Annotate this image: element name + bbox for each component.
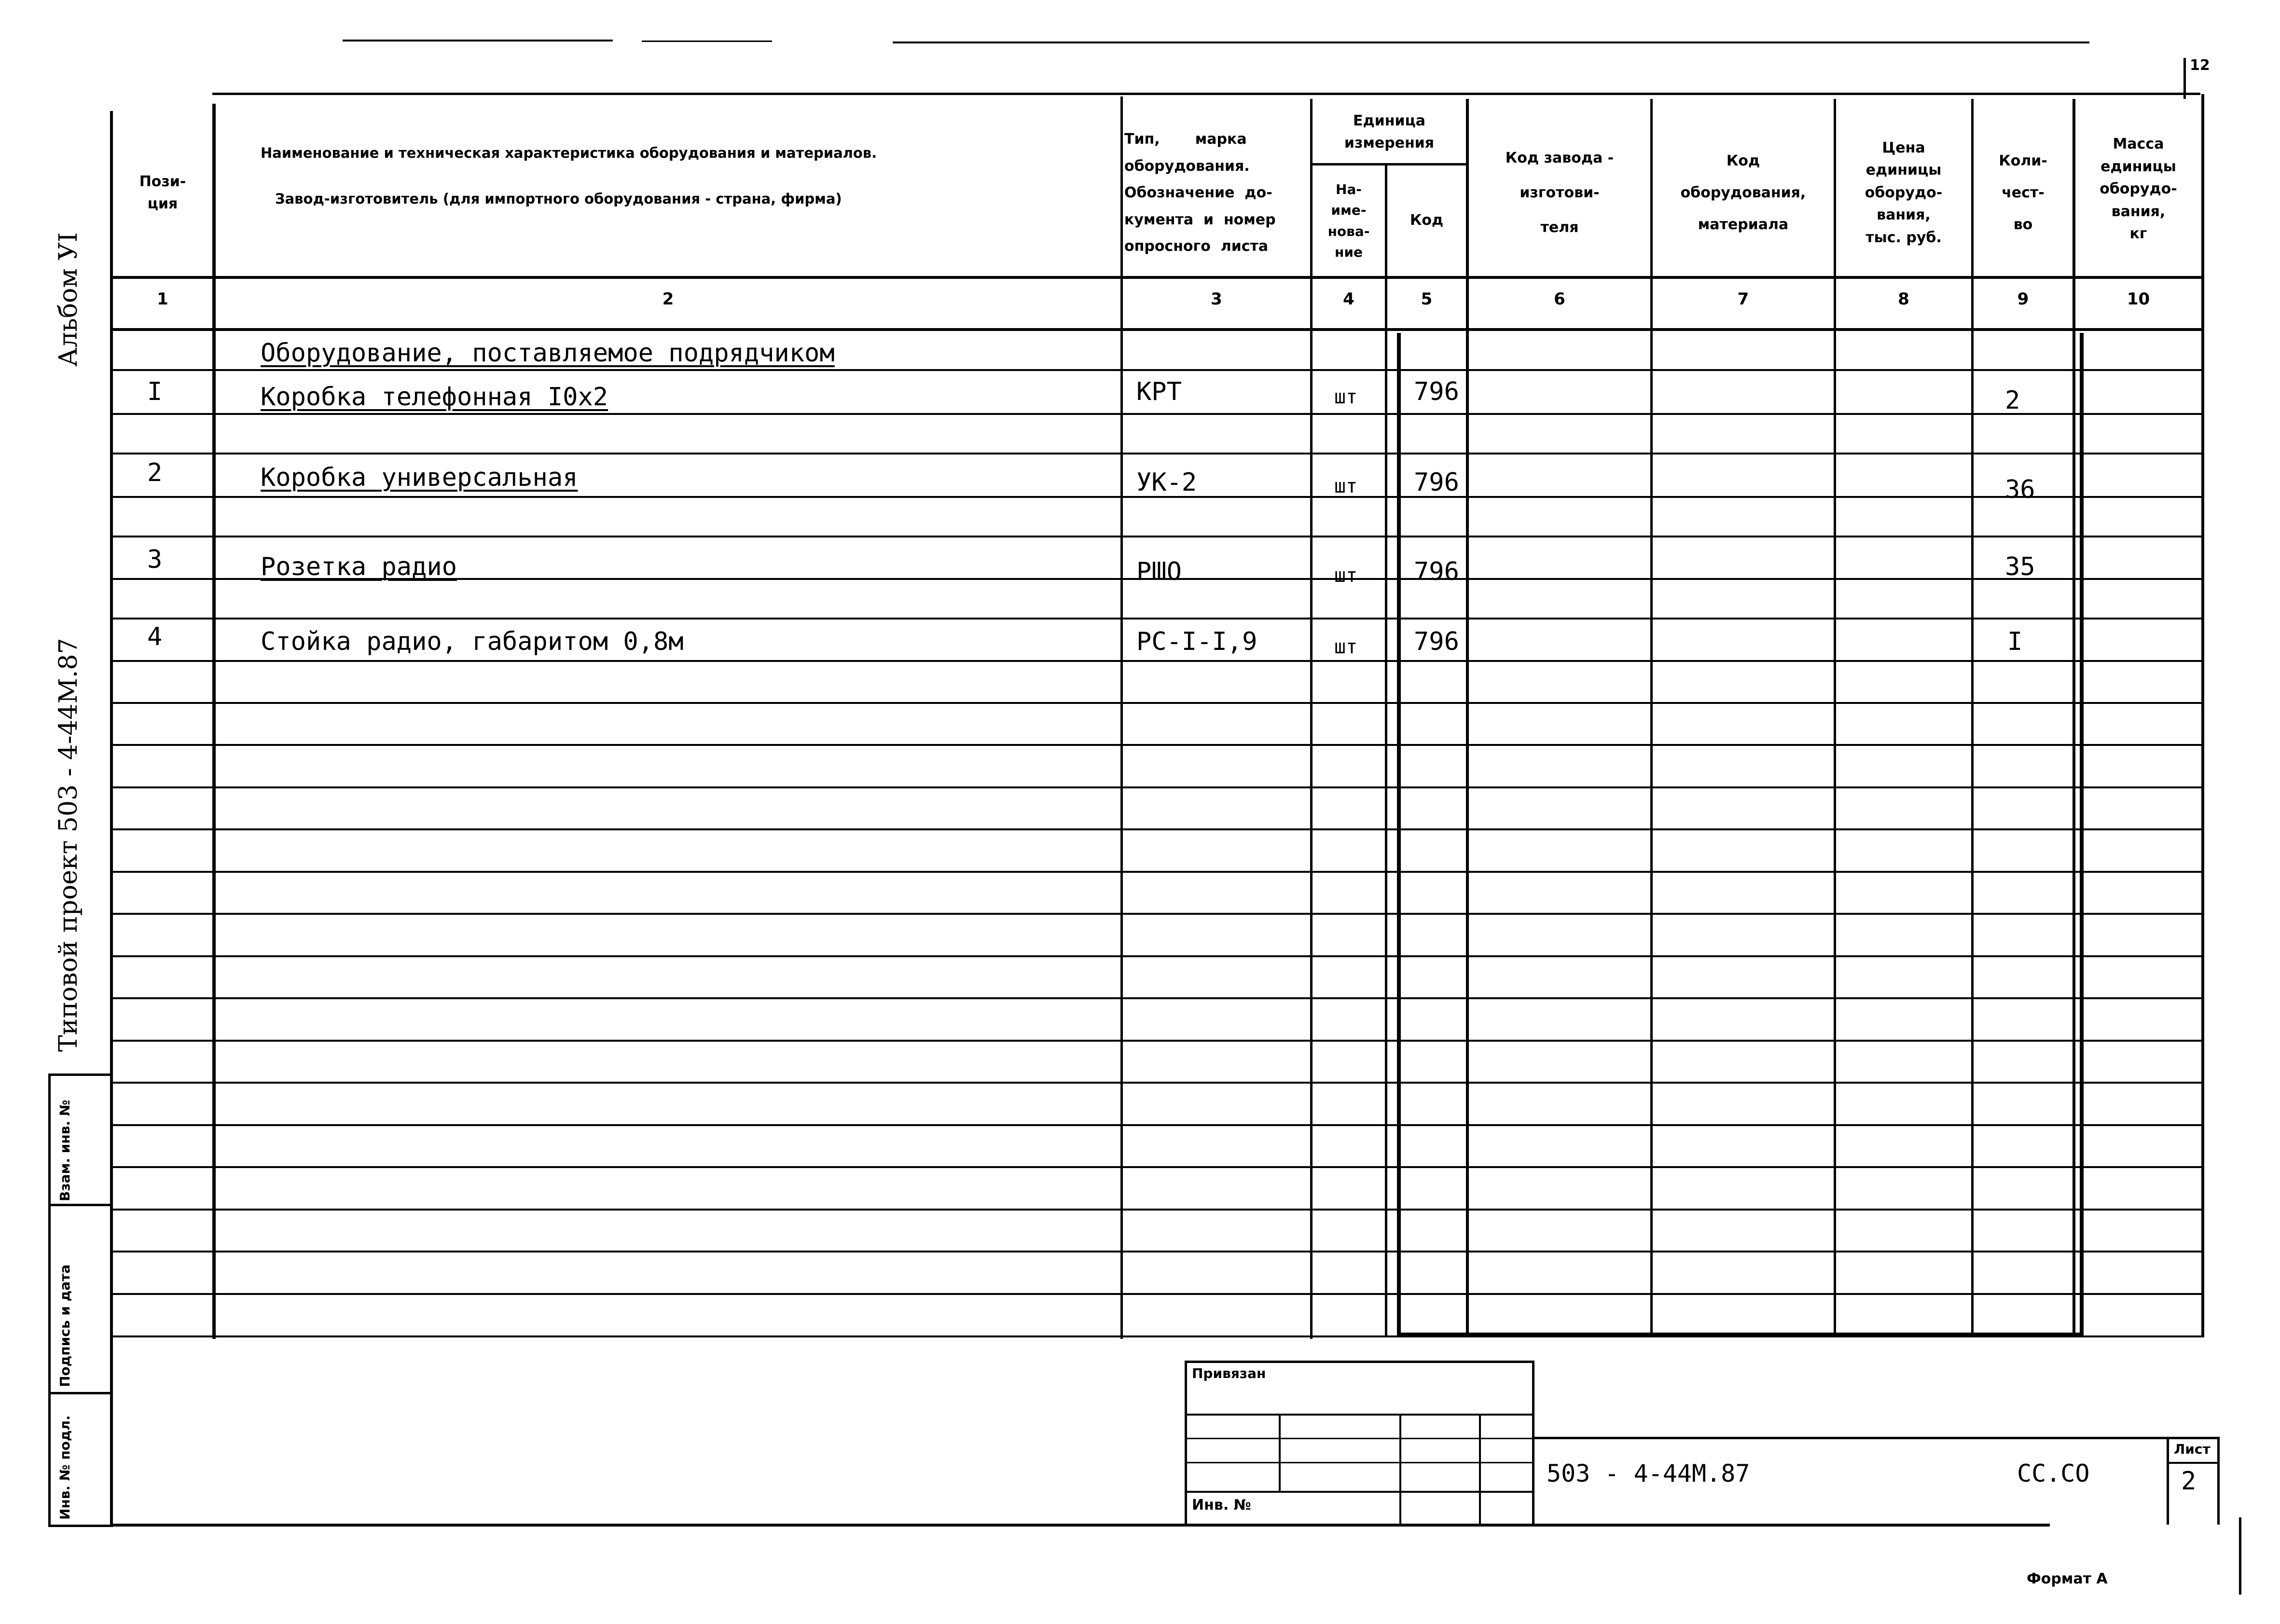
col-num-8: 8: [1898, 289, 1909, 309]
col-num-3: 3: [1211, 289, 1222, 309]
row-1-type: КРТ: [1136, 377, 1182, 406]
header-name-line1: Наименование и техническая характеристика оборудования и материалов.: [261, 145, 877, 161]
col-num-7: 7: [1737, 289, 1749, 309]
col-num-4: 4: [1343, 289, 1354, 309]
header-price: Цена единицы оборудо- вания, тыс. руб.: [1865, 139, 1943, 246]
linked-label: Привязан: [1192, 1365, 1266, 1381]
row-4-type: РС-I-I,9: [1136, 627, 1257, 656]
row-2-type: УК-2: [1136, 468, 1197, 497]
col-num-10: 10: [2127, 289, 2150, 309]
header-unit-name: На- име- нова- ние: [1327, 181, 1370, 260]
col-num-2: 2: [662, 289, 674, 309]
sheet-label: Лист: [2174, 1441, 2211, 1457]
row-2-code: 796: [1414, 468, 1459, 497]
row-1-qty: 2: [2005, 386, 2020, 415]
stamp-inv-orig: Инв. № подл.: [57, 1415, 73, 1520]
row-2-position: 2: [147, 458, 163, 487]
row-4-unit: шт: [1334, 636, 1358, 658]
row-3-position: 3: [147, 545, 163, 574]
project-label: Типовой проект 503 - 4-44М.87: [54, 638, 83, 1052]
section-title: Оборудование, поставляемое подрядчиком: [261, 339, 835, 368]
row-2-unit: шт: [1334, 475, 1358, 497]
row-1-unit: шт: [1334, 386, 1358, 408]
header-factory-code: Код завода - изготови- теля: [1505, 150, 1614, 236]
row-2-name: Коробка универсальная: [261, 463, 578, 492]
doc-code: 503 - 4-44М.87: [1547, 1459, 1750, 1487]
header-unit-code: Код: [1409, 212, 1444, 229]
col-num-6: 6: [1554, 289, 1565, 309]
header-quantity: Коли- чест- во: [1999, 152, 2047, 233]
album-label: Альбом УI: [54, 232, 83, 367]
header-type: Тип, марка оборудования. Обозначение до- кумента и номер опросного листа: [1124, 131, 1276, 255]
inv-label: Инв. №: [1192, 1497, 1251, 1514]
row-4-name: Стойка радио, габаритом 0,8м: [261, 627, 684, 656]
row-3-type: РШО: [1136, 557, 1182, 586]
sheet-number: 2: [2181, 1467, 2197, 1496]
header-name-line2: Завод-изготовитель (для импортного оборудования - страна, фирма): [275, 191, 842, 207]
header-position: Пози- ция: [139, 173, 186, 212]
row-3-unit: шт: [1334, 564, 1358, 587]
row-1-position: I: [147, 377, 163, 406]
row-3-code: 796: [1414, 557, 1459, 586]
col-num-1: 1: [157, 289, 168, 309]
stamp-inv-replace: Взам. инв. №: [57, 1100, 73, 1201]
row-3-qty: 35: [2005, 552, 2035, 581]
header-unit-group: Единица измерения: [1344, 112, 1435, 151]
header-equipment-code: Код оборудования, материала: [1680, 152, 1806, 233]
row-1-code: 796: [1414, 377, 1459, 406]
row-4-qty: I: [2007, 627, 2023, 656]
col-num-9: 9: [2017, 289, 2029, 309]
row-3-name: Розетка радио: [261, 552, 457, 581]
col-num-5: 5: [1421, 289, 1433, 309]
row-1-name: Коробка телефонная I0х2: [261, 383, 608, 412]
row-4-code: 796: [1414, 627, 1459, 656]
row-4-position: 4: [147, 622, 163, 651]
doc-mark: СС.СО: [2017, 1459, 2090, 1487]
row-2-qty: 36: [2005, 475, 2035, 504]
stamp-sign-date: Подпись и дата: [57, 1264, 73, 1387]
header-mass: Масса единицы оборудо- вания, кг: [2100, 136, 2177, 243]
top-page-number: 12: [2190, 57, 2210, 74]
format-note: Формат А: [2027, 1570, 2108, 1587]
